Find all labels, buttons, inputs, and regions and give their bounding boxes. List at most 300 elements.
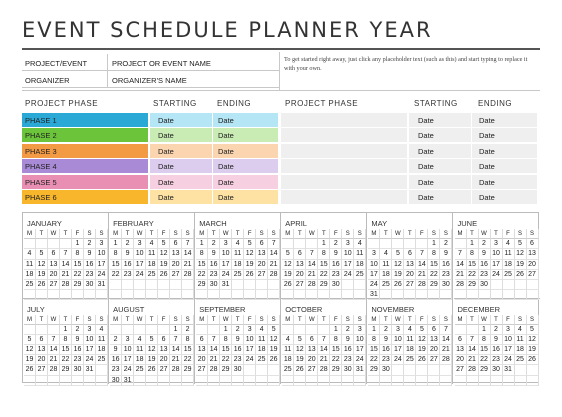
day-cell[interactable] — [416, 376, 428, 386]
day-cell[interactable] — [306, 325, 318, 335]
day-cell[interactable] — [503, 280, 515, 290]
day-cell[interactable]: 23 — [232, 355, 244, 365]
day-cell[interactable]: 10 — [354, 335, 366, 345]
day-cell[interactable]: 11 — [354, 249, 366, 259]
day-cell[interactable]: 22 — [182, 355, 194, 365]
day-cell[interactable]: 16 — [208, 260, 220, 270]
day-cell[interactable]: 28 — [440, 355, 452, 365]
day-cell[interactable]: 31 — [96, 280, 108, 290]
day-cell[interactable] — [268, 376, 280, 386]
day-cell[interactable]: 6 — [158, 335, 170, 345]
day-cell[interactable]: 21 — [318, 355, 330, 365]
day-cell[interactable] — [342, 376, 354, 386]
day-cell[interactable]: 8 — [220, 335, 232, 345]
day-cell[interactable]: 4 — [146, 239, 158, 249]
day-cell[interactable] — [527, 280, 539, 290]
day-cell[interactable]: 14 — [467, 345, 479, 355]
day-cell[interactable]: 13 — [170, 249, 182, 259]
day-cell[interactable]: 3 — [96, 239, 108, 249]
day-cell[interactable]: 17 — [134, 260, 146, 270]
day-cell[interactable] — [36, 325, 48, 335]
day-cell[interactable]: 16 — [380, 345, 392, 355]
day-cell[interactable]: 6 — [428, 325, 440, 335]
day-cell[interactable] — [354, 376, 366, 386]
day-cell[interactable] — [380, 239, 392, 249]
day-cell[interactable]: 4 — [354, 239, 366, 249]
day-cell[interactable]: 12 — [392, 260, 404, 270]
day-cell[interactable] — [294, 325, 306, 335]
day-cell[interactable]: 13 — [428, 335, 440, 345]
day-cell[interactable]: 3 — [84, 325, 96, 335]
day-cell[interactable]: 26 — [282, 280, 294, 290]
day-cell[interactable] — [134, 376, 146, 386]
phase-name[interactable] — [281, 144, 407, 158]
day-cell[interactable] — [232, 376, 244, 386]
day-cell[interactable]: 17 — [503, 345, 515, 355]
day-cell[interactable]: 7 — [60, 249, 72, 259]
day-cell[interactable]: 5 — [268, 325, 280, 335]
day-cell[interactable]: 11 — [256, 335, 268, 345]
day-cell[interactable]: 11 — [134, 345, 146, 355]
day-cell[interactable]: 16 — [330, 260, 342, 270]
day-cell[interactable]: 30 — [330, 280, 342, 290]
day-cell[interactable]: 14 — [440, 335, 452, 345]
phase-end-date[interactable]: Date — [213, 190, 278, 204]
day-cell[interactable]: 26 — [416, 355, 428, 365]
day-cell[interactable] — [24, 325, 36, 335]
day-cell[interactable]: 15 — [220, 345, 232, 355]
day-cell[interactable]: 3 — [220, 239, 232, 249]
day-cell[interactable] — [256, 376, 268, 386]
day-cell[interactable] — [110, 280, 122, 290]
day-cell[interactable]: 20 — [294, 270, 306, 280]
day-cell[interactable]: 25 — [24, 280, 36, 290]
day-cell[interactable]: 29 — [72, 280, 84, 290]
day-cell[interactable]: 21 — [440, 345, 452, 355]
day-cell[interactable]: 14 — [170, 345, 182, 355]
day-cell[interactable] — [134, 325, 146, 335]
day-cell[interactable]: 8 — [368, 335, 380, 345]
day-cell[interactable]: 21 — [268, 260, 280, 270]
day-cell[interactable]: 14 — [208, 345, 220, 355]
day-cell[interactable]: 18 — [24, 270, 36, 280]
day-cell[interactable]: 4 — [380, 249, 392, 259]
day-cell[interactable]: 4 — [404, 325, 416, 335]
day-cell[interactable] — [158, 376, 170, 386]
day-cell[interactable]: 21 — [182, 260, 194, 270]
day-cell[interactable] — [220, 376, 232, 386]
day-cell[interactable]: 14 — [306, 260, 318, 270]
day-cell[interactable]: 3 — [368, 249, 380, 259]
phase-name[interactable]: PHASE 3 — [22, 144, 148, 158]
day-cell[interactable] — [146, 280, 158, 290]
day-cell[interactable]: 13 — [158, 345, 170, 355]
day-cell[interactable]: 31 — [354, 365, 366, 375]
day-cell[interactable]: 8 — [196, 249, 208, 259]
day-cell[interactable]: 24 — [392, 355, 404, 365]
day-cell[interactable]: 25 — [256, 355, 268, 365]
day-cell[interactable]: 10 — [244, 335, 256, 345]
day-cell[interactable]: 19 — [36, 270, 48, 280]
day-cell[interactable]: 15 — [428, 260, 440, 270]
day-cell[interactable]: 4 — [256, 325, 268, 335]
day-cell[interactable]: 12 — [294, 345, 306, 355]
day-cell[interactable] — [294, 239, 306, 249]
day-cell[interactable]: 1 — [467, 239, 479, 249]
day-cell[interactable]: 16 — [440, 260, 452, 270]
day-cell[interactable] — [256, 365, 268, 375]
day-cell[interactable]: 11 — [232, 249, 244, 259]
day-cell[interactable] — [282, 376, 294, 386]
day-cell[interactable]: 27 — [428, 355, 440, 365]
day-cell[interactable]: 27 — [294, 280, 306, 290]
day-cell[interactable] — [440, 365, 452, 375]
day-cell[interactable]: 1 — [220, 325, 232, 335]
day-cell[interactable]: 8 — [428, 249, 440, 259]
day-cell[interactable] — [515, 376, 527, 386]
day-cell[interactable]: 11 — [146, 249, 158, 259]
day-cell[interactable]: 26 — [24, 365, 36, 375]
day-cell[interactable]: 18 — [146, 260, 158, 270]
day-cell[interactable] — [244, 280, 256, 290]
day-cell[interactable]: 8 — [330, 335, 342, 345]
phase-start-date[interactable]: Date — [409, 190, 471, 204]
day-cell[interactable] — [72, 376, 84, 386]
day-cell[interactable]: 3 — [342, 239, 354, 249]
day-cell[interactable]: 27 — [527, 270, 539, 280]
day-cell[interactable]: 18 — [256, 345, 268, 355]
day-cell[interactable]: 8 — [182, 335, 194, 345]
day-cell[interactable]: 10 — [84, 335, 96, 345]
day-cell[interactable]: 3 — [503, 325, 515, 335]
day-cell[interactable]: 27 — [170, 270, 182, 280]
day-cell[interactable]: 25 — [503, 270, 515, 280]
day-cell[interactable]: 14 — [455, 260, 467, 270]
day-cell[interactable]: 2 — [182, 325, 194, 335]
day-cell[interactable]: 26 — [527, 355, 539, 365]
day-cell[interactable]: 28 — [182, 270, 194, 280]
day-cell[interactable]: 2 — [84, 239, 96, 249]
day-cell[interactable]: 29 — [196, 280, 208, 290]
day-cell[interactable] — [479, 376, 491, 386]
day-cell[interactable] — [392, 239, 404, 249]
day-cell[interactable]: 30 — [232, 365, 244, 375]
day-cell[interactable]: 19 — [244, 260, 256, 270]
day-cell[interactable]: 19 — [294, 355, 306, 365]
phase-end-date[interactable]: Date — [213, 113, 278, 127]
day-cell[interactable] — [404, 239, 416, 249]
day-cell[interactable]: 6 — [196, 335, 208, 345]
day-cell[interactable]: 30 — [479, 280, 491, 290]
day-cell[interactable] — [330, 376, 342, 386]
day-cell[interactable] — [268, 365, 280, 375]
day-cell[interactable]: 18 — [282, 355, 294, 365]
day-cell[interactable]: 15 — [467, 260, 479, 270]
day-cell[interactable]: 16 — [479, 260, 491, 270]
phase-name[interactable]: PHASE 5 — [22, 175, 148, 189]
day-cell[interactable]: 4 — [134, 335, 146, 345]
day-cell[interactable]: 18 — [380, 270, 392, 280]
day-cell[interactable]: 26 — [158, 270, 170, 280]
day-cell[interactable]: 9 — [380, 335, 392, 345]
day-cell[interactable] — [196, 376, 208, 386]
day-cell[interactable]: 19 — [527, 345, 539, 355]
day-cell[interactable]: 27 — [196, 365, 208, 375]
phase-start-date[interactable]: Date — [150, 190, 212, 204]
day-cell[interactable] — [282, 325, 294, 335]
day-cell[interactable]: 11 — [282, 345, 294, 355]
phase-end-date[interactable]: Date — [472, 190, 537, 204]
day-cell[interactable]: 8 — [318, 249, 330, 259]
day-cell[interactable]: 24 — [220, 270, 232, 280]
day-cell[interactable]: 2 — [491, 325, 503, 335]
day-cell[interactable]: 22 — [318, 270, 330, 280]
day-cell[interactable]: 29 — [330, 365, 342, 375]
day-cell[interactable]: 24 — [244, 355, 256, 365]
day-cell[interactable]: 2 — [380, 325, 392, 335]
day-cell[interactable]: 22 — [467, 270, 479, 280]
day-cell[interactable]: 28 — [208, 365, 220, 375]
day-cell[interactable]: 6 — [404, 249, 416, 259]
day-cell[interactable] — [48, 239, 60, 249]
day-cell[interactable] — [256, 280, 268, 290]
day-cell[interactable]: 3 — [491, 239, 503, 249]
day-cell[interactable]: 21 — [170, 355, 182, 365]
day-cell[interactable] — [36, 376, 48, 386]
day-cell[interactable]: 8 — [110, 249, 122, 259]
day-cell[interactable]: 21 — [208, 355, 220, 365]
day-cell[interactable]: 9 — [110, 345, 122, 355]
day-cell[interactable]: 31 — [84, 365, 96, 375]
day-cell[interactable]: 11 — [404, 335, 416, 345]
day-cell[interactable]: 20 — [455, 355, 467, 365]
day-cell[interactable]: 11 — [515, 335, 527, 345]
day-cell[interactable]: 13 — [527, 249, 539, 259]
day-cell[interactable]: 27 — [306, 365, 318, 375]
day-cell[interactable]: 17 — [96, 260, 108, 270]
day-cell[interactable]: 22 — [110, 270, 122, 280]
day-cell[interactable]: 23 — [479, 270, 491, 280]
day-cell[interactable] — [244, 365, 256, 375]
day-cell[interactable]: 14 — [416, 260, 428, 270]
day-cell[interactable]: 22 — [368, 355, 380, 365]
day-cell[interactable]: 26 — [515, 270, 527, 280]
phase-end-date[interactable]: Date — [472, 113, 537, 127]
day-cell[interactable]: 27 — [48, 280, 60, 290]
day-cell[interactable]: 6 — [36, 335, 48, 345]
day-cell[interactable] — [455, 239, 467, 249]
day-cell[interactable]: 17 — [392, 345, 404, 355]
day-cell[interactable]: 25 — [146, 270, 158, 280]
day-cell[interactable]: 29 — [428, 280, 440, 290]
day-cell[interactable]: 20 — [158, 355, 170, 365]
day-cell[interactable]: 19 — [146, 355, 158, 365]
phase-end-date[interactable]: Date — [213, 128, 278, 142]
day-cell[interactable]: 26 — [294, 365, 306, 375]
day-cell[interactable] — [282, 239, 294, 249]
day-cell[interactable]: 25 — [232, 270, 244, 280]
phase-end-date[interactable]: Date — [472, 144, 537, 158]
phase-name[interactable]: PHASE 1 — [22, 113, 148, 127]
day-cell[interactable]: 5 — [527, 325, 539, 335]
day-cell[interactable]: 27 — [158, 365, 170, 375]
day-cell[interactable]: 15 — [368, 345, 380, 355]
phase-end-date[interactable]: Date — [472, 128, 537, 142]
day-cell[interactable]: 6 — [455, 335, 467, 345]
day-cell[interactable] — [208, 376, 220, 386]
day-cell[interactable]: 7 — [48, 335, 60, 345]
day-cell[interactable]: 25 — [515, 355, 527, 365]
day-cell[interactable]: 25 — [354, 270, 366, 280]
day-cell[interactable]: 15 — [60, 345, 72, 355]
day-cell[interactable] — [467, 325, 479, 335]
phase-end-date[interactable]: Date — [213, 159, 278, 173]
day-cell[interactable]: 12 — [515, 249, 527, 259]
day-cell[interactable] — [208, 325, 220, 335]
day-cell[interactable]: 21 — [60, 270, 72, 280]
day-cell[interactable]: 16 — [232, 345, 244, 355]
day-cell[interactable]: 30 — [84, 280, 96, 290]
day-cell[interactable]: 23 — [330, 270, 342, 280]
day-cell[interactable]: 23 — [72, 355, 84, 365]
day-cell[interactable] — [392, 365, 404, 375]
day-cell[interactable]: 3 — [122, 335, 134, 345]
day-cell[interactable]: 1 — [196, 239, 208, 249]
day-cell[interactable]: 19 — [268, 345, 280, 355]
project-name-field[interactable]: PROJECT OR EVENT NAME — [112, 59, 211, 68]
day-cell[interactable]: 1 — [110, 239, 122, 249]
day-cell[interactable]: 5 — [36, 249, 48, 259]
day-cell[interactable]: 19 — [282, 270, 294, 280]
day-cell[interactable]: 29 — [479, 365, 491, 375]
day-cell[interactable]: 29 — [220, 365, 232, 375]
day-cell[interactable]: 15 — [110, 260, 122, 270]
phase-name[interactable]: PHASE 4 — [22, 159, 148, 173]
day-cell[interactable] — [60, 376, 72, 386]
day-cell[interactable]: 20 — [306, 355, 318, 365]
day-cell[interactable]: 6 — [256, 239, 268, 249]
day-cell[interactable] — [96, 376, 108, 386]
day-cell[interactable]: 24 — [503, 355, 515, 365]
day-cell[interactable] — [354, 280, 366, 290]
day-cell[interactable]: 13 — [404, 260, 416, 270]
day-cell[interactable]: 1 — [72, 239, 84, 249]
day-cell[interactable]: 10 — [134, 249, 146, 259]
phase-name[interactable] — [281, 175, 407, 189]
day-cell[interactable]: 20 — [428, 345, 440, 355]
day-cell[interactable]: 12 — [244, 249, 256, 259]
day-cell[interactable]: 2 — [72, 325, 84, 335]
day-cell[interactable]: 29 — [182, 365, 194, 375]
day-cell[interactable]: 12 — [36, 260, 48, 270]
phase-name[interactable] — [281, 113, 407, 127]
day-cell[interactable]: 28 — [306, 280, 318, 290]
day-cell[interactable]: 9 — [232, 335, 244, 345]
day-cell[interactable]: 19 — [158, 260, 170, 270]
day-cell[interactable] — [342, 280, 354, 290]
day-cell[interactable]: 13 — [455, 345, 467, 355]
day-cell[interactable]: 23 — [342, 355, 354, 365]
day-cell[interactable]: 31 — [122, 376, 134, 386]
day-cell[interactable]: 19 — [515, 260, 527, 270]
day-cell[interactable] — [232, 280, 244, 290]
day-cell[interactable] — [455, 376, 467, 386]
day-cell[interactable] — [122, 280, 134, 290]
day-cell[interactable] — [134, 280, 146, 290]
day-cell[interactable]: 31 — [220, 280, 232, 290]
day-cell[interactable]: 29 — [60, 365, 72, 375]
day-cell[interactable] — [455, 325, 467, 335]
day-cell[interactable]: 24 — [122, 365, 134, 375]
day-cell[interactable]: 9 — [440, 249, 452, 259]
day-cell[interactable]: 2 — [110, 335, 122, 345]
day-cell[interactable]: 8 — [60, 335, 72, 345]
day-cell[interactable]: 15 — [196, 260, 208, 270]
day-cell[interactable]: 20 — [256, 260, 268, 270]
day-cell[interactable]: 2 — [122, 239, 134, 249]
day-cell[interactable]: 30 — [380, 365, 392, 375]
day-cell[interactable]: 22 — [330, 355, 342, 365]
day-cell[interactable]: 12 — [416, 335, 428, 345]
day-cell[interactable]: 17 — [368, 270, 380, 280]
day-cell[interactable]: 10 — [122, 345, 134, 355]
day-cell[interactable]: 2 — [479, 239, 491, 249]
day-cell[interactable] — [428, 365, 440, 375]
day-cell[interactable]: 13 — [196, 345, 208, 355]
day-cell[interactable]: 24 — [134, 270, 146, 280]
day-cell[interactable]: 9 — [330, 249, 342, 259]
phase-start-date[interactable]: Date — [150, 128, 212, 142]
day-cell[interactable]: 12 — [158, 249, 170, 259]
day-cell[interactable]: 23 — [491, 355, 503, 365]
day-cell[interactable]: 25 — [404, 355, 416, 365]
day-cell[interactable]: 4 — [96, 325, 108, 335]
day-cell[interactable]: 9 — [479, 249, 491, 259]
day-cell[interactable]: 22 — [479, 355, 491, 365]
day-cell[interactable]: 15 — [182, 345, 194, 355]
day-cell[interactable]: 7 — [416, 249, 428, 259]
day-cell[interactable]: 16 — [342, 345, 354, 355]
day-cell[interactable]: 15 — [318, 260, 330, 270]
day-cell[interactable]: 7 — [440, 325, 452, 335]
day-cell[interactable]: 30 — [491, 365, 503, 375]
day-cell[interactable]: 5 — [282, 249, 294, 259]
day-cell[interactable]: 12 — [282, 260, 294, 270]
phase-name[interactable]: PHASE 2 — [22, 128, 148, 142]
day-cell[interactable] — [244, 376, 256, 386]
day-cell[interactable]: 7 — [268, 239, 280, 249]
organizer-name-field[interactable]: ORGANIZER'S NAME — [112, 76, 187, 85]
phase-end-date[interactable]: Date — [213, 175, 278, 189]
day-cell[interactable] — [306, 239, 318, 249]
day-cell[interactable]: 28 — [48, 365, 60, 375]
day-cell[interactable]: 1 — [428, 239, 440, 249]
day-cell[interactable]: 25 — [380, 280, 392, 290]
day-cell[interactable]: 6 — [294, 249, 306, 259]
day-cell[interactable]: 1 — [318, 239, 330, 249]
day-cell[interactable]: 18 — [404, 345, 416, 355]
day-cell[interactable]: 24 — [96, 270, 108, 280]
day-cell[interactable]: 10 — [368, 260, 380, 270]
day-cell[interactable] — [48, 325, 60, 335]
day-cell[interactable]: 18 — [232, 260, 244, 270]
day-cell[interactable]: 5 — [392, 249, 404, 259]
day-cell[interactable]: 16 — [122, 260, 134, 270]
day-cell[interactable]: 15 — [330, 345, 342, 355]
phase-start-date[interactable]: Date — [409, 128, 471, 142]
day-cell[interactable]: 4 — [503, 239, 515, 249]
day-cell[interactable]: 2 — [342, 325, 354, 335]
